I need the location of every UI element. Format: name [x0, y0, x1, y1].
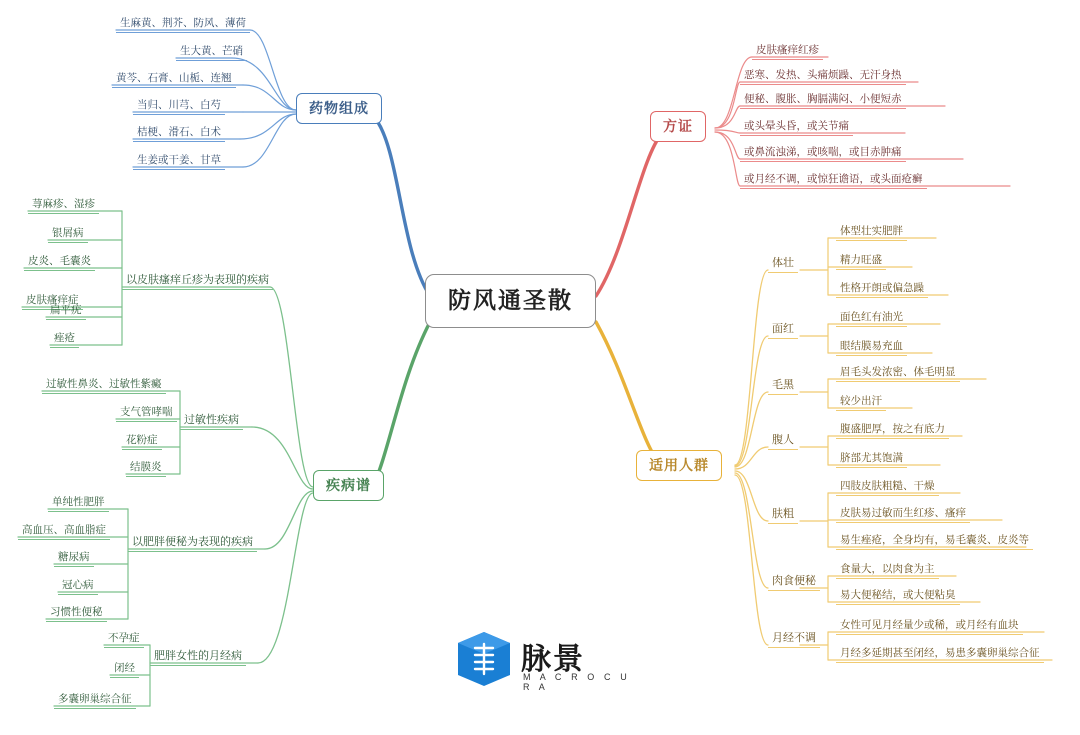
leaf-skin-3[interactable]: 皮炎、毛囊炎: [24, 254, 95, 271]
leaf-menses-2[interactable]: 月经多延期甚至闭经，易患多囊卵巢综合征: [836, 646, 1044, 663]
leaf-drug-4[interactable]: 当归、川芎、白芍: [133, 98, 225, 115]
leaf-build-1[interactable]: 体型壮实肥胖: [836, 224, 907, 241]
brand-logo: [455, 630, 635, 700]
leaf-meat-1[interactable]: 食量大，以肉食为主: [836, 562, 939, 579]
leaf-syndrome-4[interactable]: 或头晕头昏，或关节痛: [740, 119, 853, 136]
group-obesity-constipation[interactable]: 以肥胖便秘为表现的疾病: [128, 535, 257, 552]
leaf-skin-rough-2[interactable]: 皮肤易过敏而生红疹、瘙痒: [836, 506, 970, 523]
leaf-drug-1[interactable]: 生麻黄、荆芥、防风、薄荷: [116, 16, 250, 33]
leaf-obesity-5[interactable]: 习惯性便秘: [46, 605, 107, 622]
leaf-drug-5[interactable]: 桔梗、滑石、白术: [133, 125, 225, 142]
macrocura-mark-icon: [455, 630, 513, 688]
root-node[interactable]: 防风通圣散: [425, 274, 596, 328]
branch-node-syndrome[interactable]: 方证: [650, 111, 706, 142]
leaf-skin-1[interactable]: 荨麻疹、湿疹: [28, 197, 99, 214]
leaf-hair-1[interactable]: 眉毛头发浓密、体毛明显: [836, 365, 960, 382]
leaf-obesity-3[interactable]: 糖尿病: [54, 550, 94, 567]
leaf-abdomen-2[interactable]: 脐部尤其饱满: [836, 451, 907, 468]
leaf-drug-3[interactable]: 黄芩、石膏、山栀、连翘: [112, 71, 236, 88]
leaf-obesity-4[interactable]: 冠心病: [58, 578, 98, 595]
leaf-skin-6[interactable]: 痤疮: [50, 331, 79, 348]
branch-node-disease-spectrum[interactable]: 疾病谱: [313, 470, 384, 501]
leaf-allergy-1[interactable]: 过敏性鼻炎、过敏性紫癜: [42, 377, 166, 394]
group-allergic-disease[interactable]: 过敏性疾病: [180, 413, 243, 430]
group-abdomen[interactable]: 腹人: [768, 433, 798, 450]
group-dark-hair[interactable]: 毛黑: [768, 378, 798, 395]
leaf-syndrome-5[interactable]: 或鼻流浊涕，或咳喘，或目赤肿痛: [740, 145, 906, 162]
brand-latin-name: M A C R O C U R A: [523, 672, 631, 692]
leaf-menstrual-3[interactable]: 多囊卵巢综合征: [54, 692, 136, 709]
group-menstrual-disease[interactable]: 肥胖女性的月经病: [150, 649, 246, 666]
group-strong-build[interactable]: 体壮: [768, 256, 798, 273]
leaf-syndrome-3[interactable]: 便秘、腹胀、胸膈满闷、小便短赤: [740, 92, 906, 109]
leaf-build-3[interactable]: 性格开朗或偏急躁: [836, 281, 928, 298]
group-skin-disease[interactable]: 以皮肤瘙痒丘疹为表现的疾病: [122, 273, 273, 290]
leaf-obesity-1[interactable]: 单纯性肥胖: [48, 495, 109, 512]
leaf-skin-4[interactable]: 皮肤瘙痒症: [22, 293, 83, 310]
leaf-face-1[interactable]: 面色红有油光: [836, 310, 907, 327]
leaf-allergy-4[interactable]: 结膜炎: [126, 460, 166, 477]
group-rough-skin[interactable]: 肤粗: [768, 507, 798, 524]
leaf-menses-1[interactable]: 女性可见月经量少或稀，或月经有血块: [836, 618, 1023, 635]
leaf-syndrome-1[interactable]: 皮肤瘙痒红疹: [752, 43, 823, 60]
leaf-allergy-2[interactable]: 支气管哮喘: [116, 405, 177, 422]
leaf-meat-2[interactable]: 易大便秘结，或大便粘臭: [836, 588, 960, 605]
brand-name: 脉景: [521, 643, 585, 676]
leaf-skin-5[interactable]: 扁平疣: [46, 303, 86, 320]
branch-node-target-population[interactable]: 适用人群: [636, 450, 722, 481]
leaf-drug-2[interactable]: 生大黄、芒硝: [176, 44, 247, 61]
leaf-skin-2[interactable]: 银屑病: [48, 226, 88, 243]
branch-node-drug-composition[interactable]: 药物组成: [296, 93, 382, 124]
leaf-skin-rough-3[interactable]: 易生痤疮，全身均有，易毛囊炎、皮炎等: [836, 533, 1033, 550]
leaf-menstrual-1[interactable]: 不孕症: [104, 631, 144, 648]
leaf-abdomen-1[interactable]: 腹盛肥厚，按之有底力: [836, 422, 949, 439]
leaf-obesity-2[interactable]: 高血压、高血脂症: [18, 523, 110, 540]
leaf-face-2[interactable]: 眼结膜易充血: [836, 339, 907, 356]
leaf-skin-rough-1[interactable]: 四肢皮肤粗糙、干燥: [836, 479, 939, 496]
leaf-allergy-3[interactable]: 花粉症: [122, 433, 162, 450]
leaf-syndrome-2[interactable]: 恶寒、发热、头痛烦躁、无汗身热: [740, 68, 906, 85]
group-meat-constipation[interactable]: 肉食便秘: [768, 574, 820, 591]
leaf-build-2[interactable]: 精力旺盛: [836, 253, 886, 270]
leaf-menstrual-2[interactable]: 闭经: [110, 661, 139, 678]
leaf-hair-2[interactable]: 较少出汗: [836, 394, 886, 411]
group-red-face[interactable]: 面红: [768, 322, 798, 339]
group-irregular-menstruation[interactable]: 月经不调: [768, 631, 820, 648]
leaf-syndrome-6[interactable]: 或月经不调，或惊狂谵语，或头面疮癣: [740, 172, 927, 189]
leaf-drug-6[interactable]: 生姜或干姜、甘草: [133, 153, 225, 170]
